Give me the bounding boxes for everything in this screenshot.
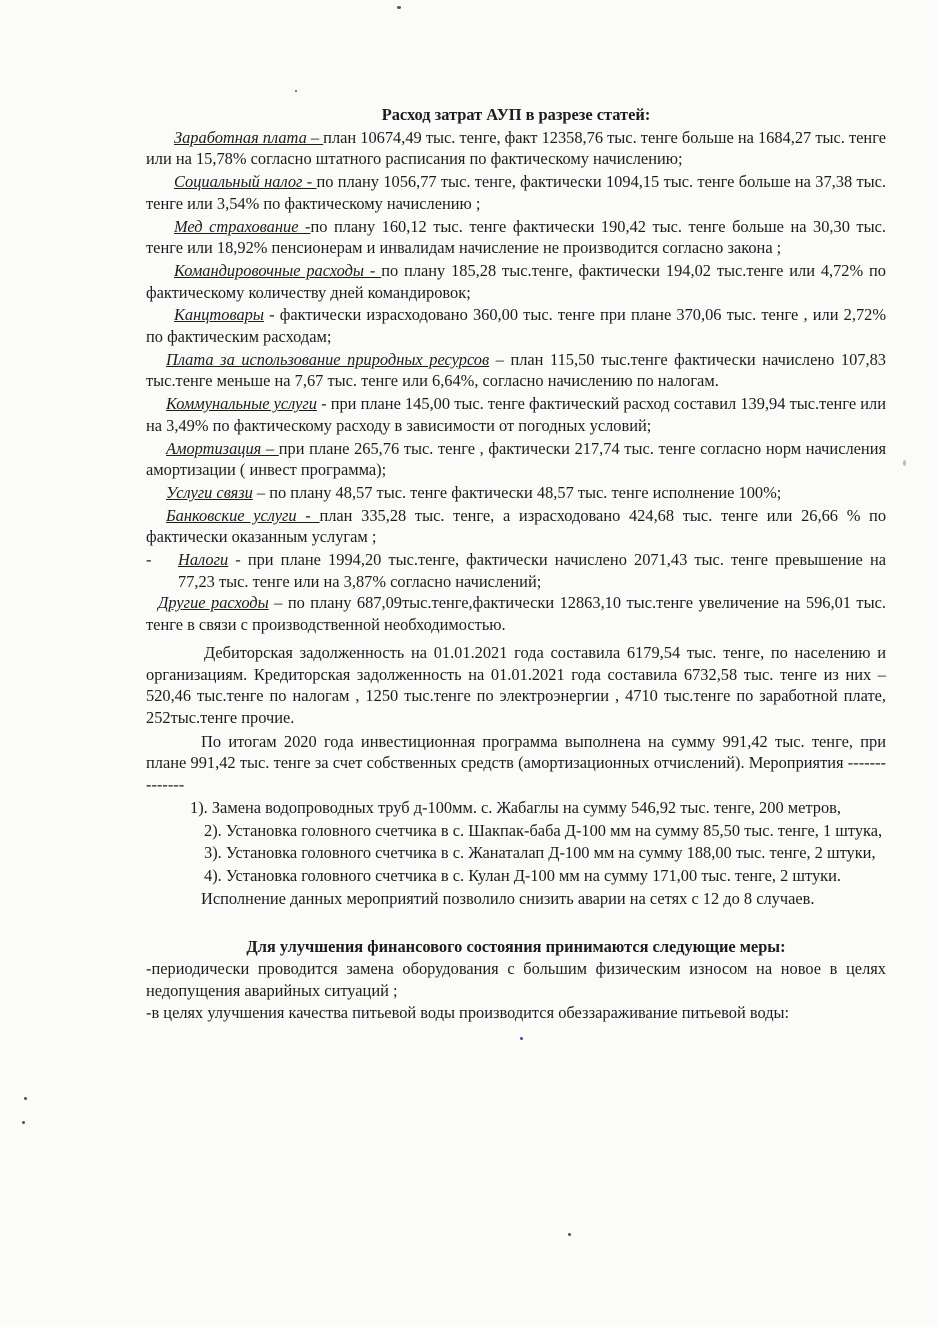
expense-item-communication: [146, 482, 886, 504]
expense-label: Другие расходы: [158, 593, 269, 613]
document-page: [146, 104, 886, 1025]
expense-item-utilities: [146, 393, 886, 436]
expense-text: по плану 185,28 тыс.тенге, фактически 194,02 тыс.тенге или 4,72% по фактическому количеству дней командировок;: [146, 260, 886, 302]
expense-item-stationery: [146, 304, 886, 347]
expense-item-travel: [146, 260, 886, 303]
list-dash: -: [146, 550, 152, 570]
expense-label: Мед страхование -: [174, 216, 311, 236]
finance-item: -в целях улучшения качества питьевой воды производится обеззараживание питьевой воды:: [146, 1003, 790, 1023]
scan-speck: [295, 90, 297, 92]
expense-text: при плане 265,76 тыс. тенге , фактически 217,74 тыс. тенге согласно норм начисления амортизации ( инвест программа);: [146, 438, 887, 480]
expense-text: - при плане 145,00 тыс. тенге фактический расход составил 139,94 тыс.тенге или на 3,49% по фактическому расходу в зависимости от погодных условий;: [146, 394, 886, 435]
scan-speck: [24, 1097, 27, 1100]
expense-item-salary: [146, 127, 886, 170]
expense-item-medical-insurance: [146, 216, 886, 259]
expense-label: Плата за использование природных ресурсов: [166, 349, 490, 369]
scan-speck: [520, 1037, 523, 1040]
measure-item: 2). Установка головного счетчика в с. Шакпак-баба Д-100 мм на сумму 85,50 тыс. тенге, 1 штука,: [204, 820, 883, 840]
debt-paragraph: Дебиторская задолженность на 01.01.2021 года составила 6179,54 тыс. тенге, по населению и организациям. Кредиторская задолженность на 01.01.2021 года составила 6732,58 тыс. тенге из них – 520,46 тыс.тенге по налогам , 1250 тыс.тенге по электроэнергии , 4710 тыс.тенге по заработной плате, 252тыс.тенге прочие.: [146, 642, 886, 727]
expense-label: Канцтовары: [174, 305, 264, 325]
finance-heading: Для улучшения финансового состояния принимаются следующие меры:: [246, 937, 786, 957]
expense-label: Налоги: [178, 550, 229, 570]
expense-text: план 10674,49 тыс. тенге, факт 12358,76 тыс. тенге больше на 1684,27 тыс. тенге или на 15,78% согласно штатного расписания по фактическому начислению;: [146, 127, 886, 169]
expense-text: по плану 160,12 тыс. тенге фактически 190,42 тыс. тенге больше на 30,30 тыс. тенге или 18,92% пенсионерам и инвалидам начисление не производится согласно закона ;: [146, 216, 886, 258]
measure-item: 4). Установка головного счетчика в с. Кулан Д-100 мм на сумму 171,00 тыс. тенге, 2 штуки.: [204, 865, 841, 885]
scan-speck: [22, 1121, 25, 1124]
expense-item-natural-resources: [146, 349, 886, 392]
measure-item: 3). Установка головного счетчика в с. Жанаталап Д-100 мм на сумму 188,00 тыс. тенге, 2 штуки,: [204, 843, 876, 863]
expense-label: Социальный налог -: [174, 172, 317, 192]
expense-label: Командировочные расходы -: [174, 260, 382, 280]
expense-label: Заработная плата –: [174, 127, 324, 147]
expense-label: Коммунальные услуги: [166, 394, 317, 414]
expense-item-depreciation: [146, 438, 886, 481]
scan-speck: [568, 1233, 571, 1236]
expense-item-social-tax: [146, 171, 886, 214]
expense-label: Амортизация –: [166, 438, 279, 458]
expense-text: - при плане 1994,20 тыс.тенге, фактически начислено 2071,43 тыс. тенге превышение на 77,23 тыс. тенге или на 3,87% согласно начислений;: [178, 550, 886, 591]
investment-paragraph: По итогам 2020 года инвестиционная программа выполнена на сумму 991,42 тыс. тенге, при плане 991,42 тыс. тенге за счет собственных средств (амортизационных отчислений). Мероприятия --------------: [146, 731, 886, 795]
scan-speck: [397, 6, 401, 9]
expense-text: по плану 1056,77 тыс. тенге, фактически 1094,15 тыс. тенге больше на 37,38 тыс. тенге или 3,54% по фактическому начислению ;: [146, 172, 887, 213]
scan-speck: [903, 460, 906, 466]
section-title: Расход затрат АУП в разрезе статей:: [381, 105, 651, 124]
expense-text: план 335,28 тыс. тенге, а израсходовано 424,68 тыс. тенге или 26,66 % по фактически оказанным услугам ;: [146, 505, 887, 547]
result-paragraph: Исполнение данных мероприятий позволило снизить аварии на сетях с 12 до 8 случаев.: [201, 888, 815, 908]
expense-item-other: [146, 592, 886, 635]
expense-text: - фактически израсходовано 360,00 тыс. тенге при плане 370,06 тыс. тенге , или 2,72% по фактическим расходам;: [146, 305, 886, 347]
expense-label: Услуги связи: [166, 482, 253, 502]
expense-label: Банковские услуги -: [166, 505, 320, 525]
finance-item: -периодически проводится замена оборудования с большим физическим износом на новое в целях недопущения аварийных ситуаций ;: [146, 959, 886, 1000]
expense-item-banking: [146, 505, 886, 548]
expense-text: – по плану 687,09тыс.тенге,фактически 12863,10 тыс.тенге увеличение на 596,01 тыс. тенге в связи с производственной необходимостью.: [146, 593, 886, 635]
expense-item-taxes: [146, 549, 886, 592]
expense-text: – план 115,50 тыс.тенге фактически начислено 107,83 тыс.тенге меньше на 7,67 тыс. тенге или 6,64%, согласно начислению по налогам.: [146, 349, 886, 391]
expense-text: – по плану 48,57 тыс. тенге фактически 48,57 тыс. тенге исполнение 100%;: [252, 482, 782, 502]
measure-item: 1). Замена водопроводных труб д-100мм. с. Жабаглы на сумму 546,92 тыс. тенге, 200 метров,: [190, 797, 841, 817]
